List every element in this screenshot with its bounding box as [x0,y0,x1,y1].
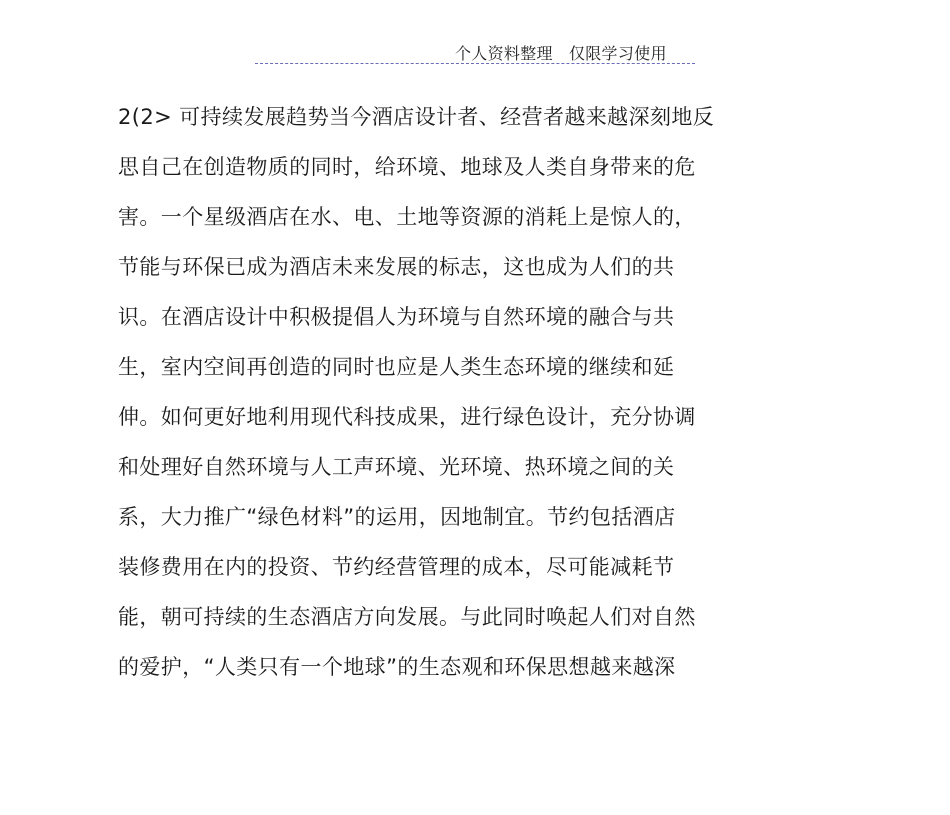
body-paragraph [118,97,758,697]
paragraph-line: 能，朝可持续的生态酒店方向发展。与此同时唤起人们对自然 [118,605,696,629]
paragraph-line: 和处理好自然环境与人工声环境、光环境、热环境之间的关 [118,455,675,479]
paragraph-line: 识。在酒店设计中积极提倡人为环境与自然环境的融合与共 [118,305,675,329]
paragraph-line: 装修费用在内的投资、节约经营管理的成本，尽可能减耗节 [118,555,675,579]
paragraph-line: 2(2> 可持续发展趋势当今酒店设计者、经营者越来越深刻地反 [118,105,715,129]
paragraph-line: 系，大力推广“绿色材料”的运用，因地制宜。节约包括酒店 [118,505,676,529]
paragraph-line: 的爱护，“人类只有一个地球”的生态观和环保思想越来越深 [118,655,676,679]
paragraph-line: 伸。如何更好地利用现代科技成果，进行绿色设计，充分协调 [118,405,696,429]
paragraph-line: 害。一个星级酒店在水、电、土地等资源的消耗上是惊人的， [118,205,696,229]
header-text: 个人资料整理 仅限学习使用 [455,44,667,63]
paragraph-line: 节能与环保已成为酒店未来发展的标志，这也成为人们的共 [118,255,675,279]
paragraph-line: 生，室内空间再创造的同时也应是人类生态环境的继续和延 [118,355,675,379]
paragraph-line: 思自己在创造物质的同时，给环境、地球及人类自身带来的危 [118,155,696,179]
header-divider [255,63,695,64]
